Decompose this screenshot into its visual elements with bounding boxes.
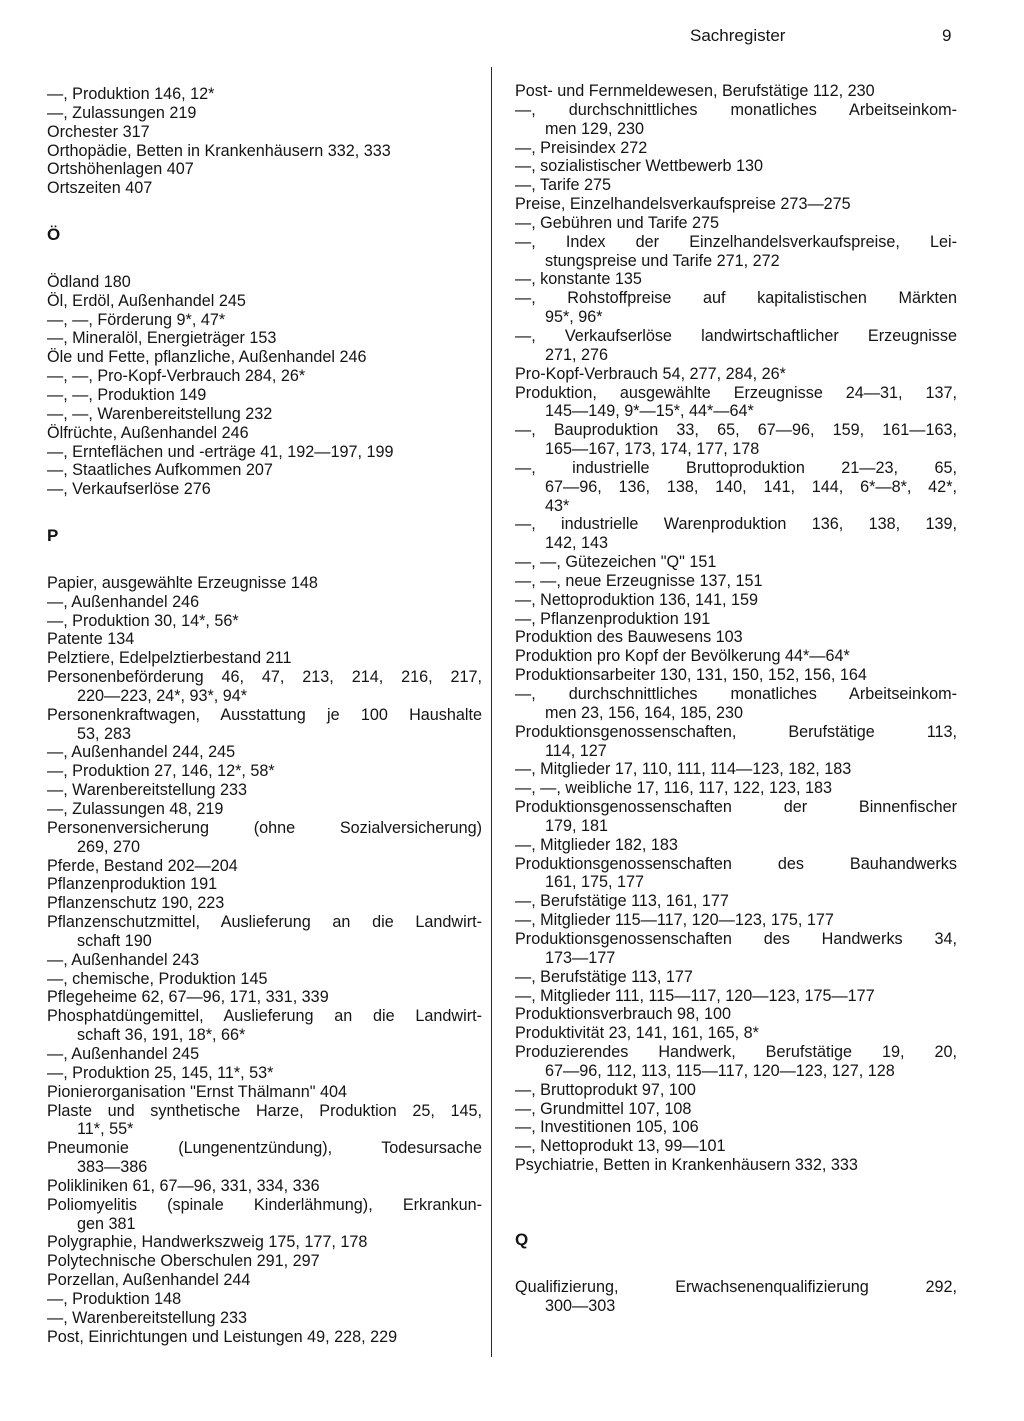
index-entry: —, Außenhandel 244, 245	[47, 743, 236, 762]
index-entry-continuation: 43*	[545, 496, 570, 515]
index-entry: Produktionsgenossenschaften des Bauhandwerks	[515, 854, 957, 873]
index-entry: Pflanzenschutzmittel, Auslieferung an die Landwirt-	[47, 913, 482, 932]
index-entry: —, Zulassungen 48, 219	[47, 800, 224, 818]
index-entry-continuation: 53, 283	[77, 724, 132, 743]
page-title: Sachregister	[690, 26, 786, 45]
index-entry: Psychiatrie, Betten in Krankenhäusern 332, 333	[515, 1156, 858, 1175]
index-entry: —, Warenbereitstellung 233	[47, 1308, 248, 1327]
index-entry-continuation: gen 381	[77, 1214, 136, 1233]
index-entry: —, —, Förderung 9*, 47*	[47, 310, 226, 329]
index-entry: Ortszeiten 407	[47, 179, 153, 198]
index-entry: Produktionsarbeiter 130, 131, 150, 152, 156, 164	[515, 666, 867, 685]
index-entry: —, Index der Einzelhandelsverkaufspreise, Lei-	[515, 232, 957, 251]
index-entry: Öle und Fette, pflanzliche, Außenhandel 246	[47, 348, 367, 367]
index-entry: Personenbeförderung 46, 47, 213, 214, 216, 217,	[47, 668, 482, 687]
index-entry-continuation: 11*, 55*	[77, 1120, 134, 1139]
index-entry: —, —, Warenbereitstellung 232	[47, 404, 273, 423]
index-entry: —, —, Gütezeichen "Q" 151	[515, 553, 717, 572]
index-entry: Produktion des Bauwesens 103	[515, 628, 743, 647]
index-entry-continuation: 173—177	[545, 948, 616, 967]
index-entry: Produktionsgenossenschaften der Binnenfischer	[515, 798, 957, 817]
index-entry: Produktionsverbrauch 98, 100	[515, 1005, 731, 1024]
index-entry: —, Nettoprodukt 13, 99—101	[515, 1137, 726, 1156]
index-entry: —, Pflanzenproduktion 191	[515, 609, 711, 628]
index-entry: —, konstante 135	[515, 270, 642, 289]
index-entry: Patente 134	[47, 630, 135, 649]
index-entry-continuation: 383—386	[77, 1158, 148, 1177]
index-entry: —, Produktion 27, 146, 12*, 58*	[47, 762, 275, 781]
section-heading-q: Q	[515, 1229, 529, 1249]
index-entry: Pionierorganisation "Ernst Thälmann" 404	[47, 1082, 348, 1101]
index-entry-continuation: 67—96, 136, 138, 140, 141, 144, 6*—8*, 42*,	[545, 477, 957, 496]
index-entry: —, Produktion 148	[47, 1289, 182, 1308]
index-entry: —, Außenhandel 243	[47, 950, 200, 969]
index-entry: —, Grundmittel 107, 108	[515, 1099, 692, 1118]
index-entry: Produktionsgenossenschaften des Handwerks 34,	[515, 929, 957, 948]
index-entry-continuation: stungspreise und Tarife 271, 272	[545, 251, 780, 270]
index-entry: —, Zulassungen 219	[47, 103, 197, 122]
index-entry: Qualifizierung, Erwachsenenqualifizierung 292,	[515, 1277, 957, 1296]
index-entry: Pflanzenproduktion 191	[47, 875, 218, 894]
index-entry: —, Preisindex 272	[515, 138, 648, 157]
index-entry: Polikliniken 61, 67—96, 331, 334, 336	[47, 1176, 320, 1195]
index-entry: —, Bauproduktion 33, 65, 67—96, 159, 161—163,	[515, 421, 957, 440]
index-entry: —, Warenbereitstellung 233	[47, 781, 248, 800]
index-entry: —, Staatliches Aufkommen 207	[47, 461, 273, 480]
index-entry: Ödland 180	[47, 272, 131, 291]
left-column	[47, 85, 482, 1346]
index-entry: —, Rohstoffpreise auf kapitalistischen Märkten	[515, 289, 957, 308]
index-entry: —, Ernteflächen und -erträge 41, 192—197, 199	[47, 442, 394, 461]
index-entry: Plaste und synthetische Harze, Produktion 25, 145,	[47, 1101, 482, 1120]
index-entry: Öl, Erdöl, Außenhandel 245	[47, 291, 246, 310]
index-entry-continuation: 142, 143	[545, 534, 609, 553]
index-entry-continuation: 67—96, 112, 113, 115—117, 120—123, 127, 128	[545, 1061, 895, 1080]
index-entry: Post- und Fernmeldewesen, Berufstätige 112, 230	[515, 82, 875, 100]
index-entry: —, durchschnittliches monatliches Arbeitseinkom-	[515, 100, 957, 119]
index-entry: —, Tarife 275	[515, 176, 611, 195]
index-entry: Preise, Einzelhandelsverkaufspreise 273—275	[515, 195, 851, 214]
index-entry: —, sozialistischer Wettbewerb 130	[515, 157, 764, 176]
section-heading-oe: Ö	[47, 225, 61, 245]
index-entry: —, —, Pro-Kopf-Verbrauch 284, 26*	[47, 367, 306, 386]
index-entry: —, Gebühren und Tarife 275	[515, 213, 719, 232]
index-entry: Post, Einrichtungen und Leistungen 49, 228, 229	[47, 1327, 398, 1346]
index-entry: Poliomyelitis (spinale Kinderlähmung), Erkrankun-	[47, 1195, 482, 1214]
index-entry: Ölfrüchte, Außenhandel 246	[47, 423, 249, 442]
index-entry: Produktion, ausgewählte Erzeugnisse 24—31, 137,	[515, 383, 957, 402]
index-entry: —, —, Produktion 149	[47, 385, 207, 404]
index-entry: —, Mitglieder 115—117, 120—123, 175, 177	[515, 911, 834, 930]
index-entry: Pelztiere, Edelpelztierbestand 211	[47, 649, 292, 668]
page-number: 9	[942, 26, 952, 45]
index-entry: Orchester 317	[47, 122, 150, 141]
index-entry: Pro-Kopf-Verbrauch 54, 277, 284, 26*	[515, 364, 786, 383]
index-entry: —, Bruttoprodukt 97, 100	[515, 1080, 696, 1099]
column-divider	[491, 67, 492, 1357]
index-entry: —, Produktion 25, 145, 11*, 53*	[47, 1063, 274, 1082]
index-entry: Produzierendes Handwerk, Berufstätige 19, 20,	[515, 1043, 957, 1062]
index-entry-continuation: 269, 270	[77, 837, 141, 856]
index-entry-continuation: 300—303	[545, 1296, 616, 1315]
index-entry: —, Außenhandel 245	[47, 1044, 200, 1063]
index-entry-continuation: 145—149, 9*—15*, 44*—64*	[545, 402, 754, 421]
index-entry: —, industrielle Warenproduktion 136, 138, 139,	[515, 515, 957, 534]
index-entry: Produktivität 23, 141, 161, 165, 8*	[515, 1024, 759, 1043]
index-entry: Orthopädie, Betten in Krankenhäusern 332, 333	[47, 141, 391, 160]
index-entry: Personenversicherung (ohne Sozialversicherung)	[47, 818, 482, 837]
index-entry: Polytechnische Oberschulen 291, 297	[47, 1252, 320, 1271]
index-entry: —, Mitglieder 17, 110, 111, 114—123, 182, 183	[515, 760, 852, 779]
index-entry: —, Verkaufserlöse 276	[47, 480, 211, 499]
index-entry-continuation: men 23, 156, 164, 185, 230	[545, 703, 744, 722]
index-entry: —, Mitglieder 111, 115—117, 120—123, 175—177	[515, 986, 875, 1005]
index-entry: —, Berufstätige 113, 161, 177	[515, 892, 729, 911]
index-entry: Pflegeheime 62, 67—96, 171, 331, 339	[47, 988, 329, 1007]
index-entry-continuation: 95*, 96*	[545, 308, 603, 327]
index-entry-continuation: 165—167, 173, 174, 177, 178	[545, 440, 760, 459]
index-entry: —, industrielle Bruttoproduktion 21—23, 65,	[515, 458, 957, 477]
index-entry: —, Verkaufserlöse landwirtschaftlicher Erzeugnisse	[515, 326, 957, 345]
index-entry: —, Produktion 30, 14*, 56*	[47, 611, 239, 630]
index-entry: Produktion pro Kopf der Bevölkerung 44*—64*	[515, 647, 850, 666]
index-entry: —, Berufstätige 113, 177	[515, 967, 693, 986]
index-entry: Porzellan, Außenhandel 244	[47, 1271, 251, 1290]
index-entry-continuation: 179, 181	[545, 816, 609, 835]
right-column	[515, 82, 957, 1315]
index-entry: Pneumonie (Lungenentzündung), Todesursache	[47, 1139, 482, 1158]
index-entry-continuation: 161, 175, 177	[545, 873, 645, 892]
index-entry: —, Produktion 146, 12*	[47, 85, 215, 103]
section-heading-p: P	[47, 526, 59, 546]
index-entry: Polygraphie, Handwerkszweig 175, 177, 178	[47, 1233, 368, 1252]
index-entry: —, durchschnittliches monatliches Arbeitseinkom-	[515, 685, 957, 703]
index-entry-continuation: 114, 127	[545, 741, 607, 760]
index-entry: Pflanzenschutz 190, 223	[47, 894, 225, 913]
index-entry: —, Mitglieder 182, 183	[515, 835, 678, 854]
index-entry-continuation: schaft 190	[77, 931, 152, 950]
index-entry: Ortshöhenlagen 407	[47, 160, 194, 179]
index-entry: —, Mineralöl, Energieträger 153	[47, 329, 277, 348]
index-entry: —, Außenhandel 246	[47, 592, 200, 611]
index-entry: —, chemische, Produktion 145	[47, 969, 268, 988]
index-entry-continuation: 220—223, 24*, 93*, 94*	[77, 686, 248, 705]
index-entry: Papier, ausgewählte Erzeugnisse 148	[47, 573, 318, 592]
index-entry-continuation: 271, 276	[545, 345, 609, 364]
index-entry: Personenkraftwagen, Ausstattung je 100 Haushalte	[47, 705, 482, 724]
index-entry-continuation: schaft 36, 191, 18*, 66*	[77, 1026, 246, 1045]
index-entry: —, Nettoproduktion 136, 141, 159	[515, 590, 758, 609]
index-entry: —, Investitionen 105, 106	[515, 1118, 699, 1137]
index-entry: —, —, neue Erzeugnisse 137, 151	[515, 571, 763, 590]
index-entry: —, —, weibliche 17, 116, 117, 122, 123, 183	[515, 779, 833, 798]
index-entry: Phosphatdüngemittel, Auslieferung an die Landwirt-	[47, 1007, 482, 1026]
index-entry: Produktionsgenossenschaften, Berufstätige 113,	[515, 722, 957, 741]
index-entry-continuation: men 129, 230	[545, 119, 644, 138]
index-entry: Pferde, Bestand 202—204	[47, 856, 238, 875]
